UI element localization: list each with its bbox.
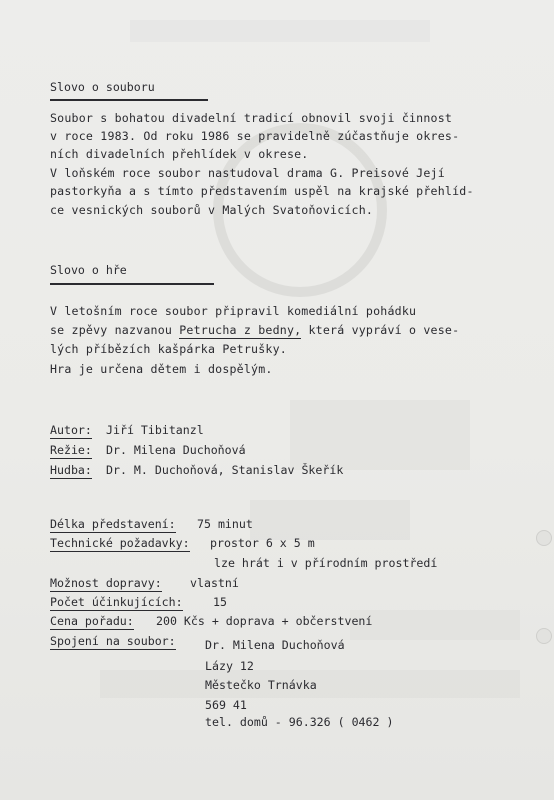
contact-line: Lázy 12 [205, 659, 254, 673]
play-heading: Slovo o hře [50, 263, 127, 277]
music-value: Dr. M. Duchoňová, Stanislav Škeřík [106, 463, 344, 477]
price-label: Cena pořadu: [50, 614, 134, 628]
duration-value: 75 minut [197, 517, 253, 531]
tech-value: prostor 6 x 5 m [210, 536, 315, 550]
ensemble-text-line: v roce 1983. Od roku 1986 se pravidelně zúčastňuje okres- [50, 129, 460, 143]
director-label: Režie: [50, 443, 92, 457]
director-value: Dr. Milena Duchoňová [106, 443, 246, 457]
play-text-suffix: která vypráví o vese- [301, 323, 460, 337]
author-value: Jiří Tibitanzl [106, 423, 204, 437]
price-value: 200 Kčs + doprava + občerstvení [156, 614, 373, 628]
play-text-line: V letošním roce soubor připravil komediální pohádku [50, 304, 417, 318]
play-title: Petrucha z bedny, [179, 323, 302, 337]
transport-value: vlastní [190, 576, 239, 590]
play-text-line [50, 323, 459, 337]
punch-hole [536, 628, 552, 644]
tech-value-note: lze hrát i v přírodním prostředí [214, 556, 438, 570]
ensemble-text-line: V loňském roce soubor nastudoval drama G. Preisové Její [50, 166, 445, 180]
ensemble-text-line: ce vesnických souborů v Malých Svatoňovicích. [50, 203, 374, 217]
ensemble-text-line: ních divadelních přehlídek v okrese. [50, 147, 309, 161]
play-text-line: Hra je určena dětem i dospělým. [50, 362, 273, 376]
ensemble-heading: Slovo o souboru [50, 80, 155, 94]
author-label: Autor: [50, 423, 92, 437]
contact-line: tel. domů - 96.326 ( 0462 ) [205, 715, 394, 729]
contact-line: 569 41 [205, 698, 247, 712]
duration-label: Délka představení: [50, 517, 176, 531]
contact-line: Dr. Milena Duchoňová [205, 638, 345, 652]
ensemble-heading-rule [50, 99, 208, 101]
music-label: Hudba: [50, 463, 92, 477]
performers-label: Počet účinkujících: [50, 595, 183, 609]
punch-hole [536, 530, 552, 546]
contact-label: Spojení na soubor: [50, 634, 176, 648]
play-heading-rule [50, 283, 214, 285]
play-text-line: lých příbězích kašpárka Petrušky. [50, 342, 287, 356]
tech-label: Technické požadavky: [50, 536, 190, 550]
contact-line: Městečko Trnávka [205, 678, 317, 692]
play-text-prefix: se zpěvy nazvanou [50, 323, 180, 337]
transport-label: Možnost dopravy: [50, 576, 162, 590]
ensemble-text-line: Soubor s bohatou divadelní tradicí obnovil svoji činnost [50, 111, 453, 125]
ensemble-text-line: pastorkyňa a s tímto představením uspěl na krajské přehlíd- [50, 184, 474, 198]
performers-value: 15 [213, 595, 227, 609]
